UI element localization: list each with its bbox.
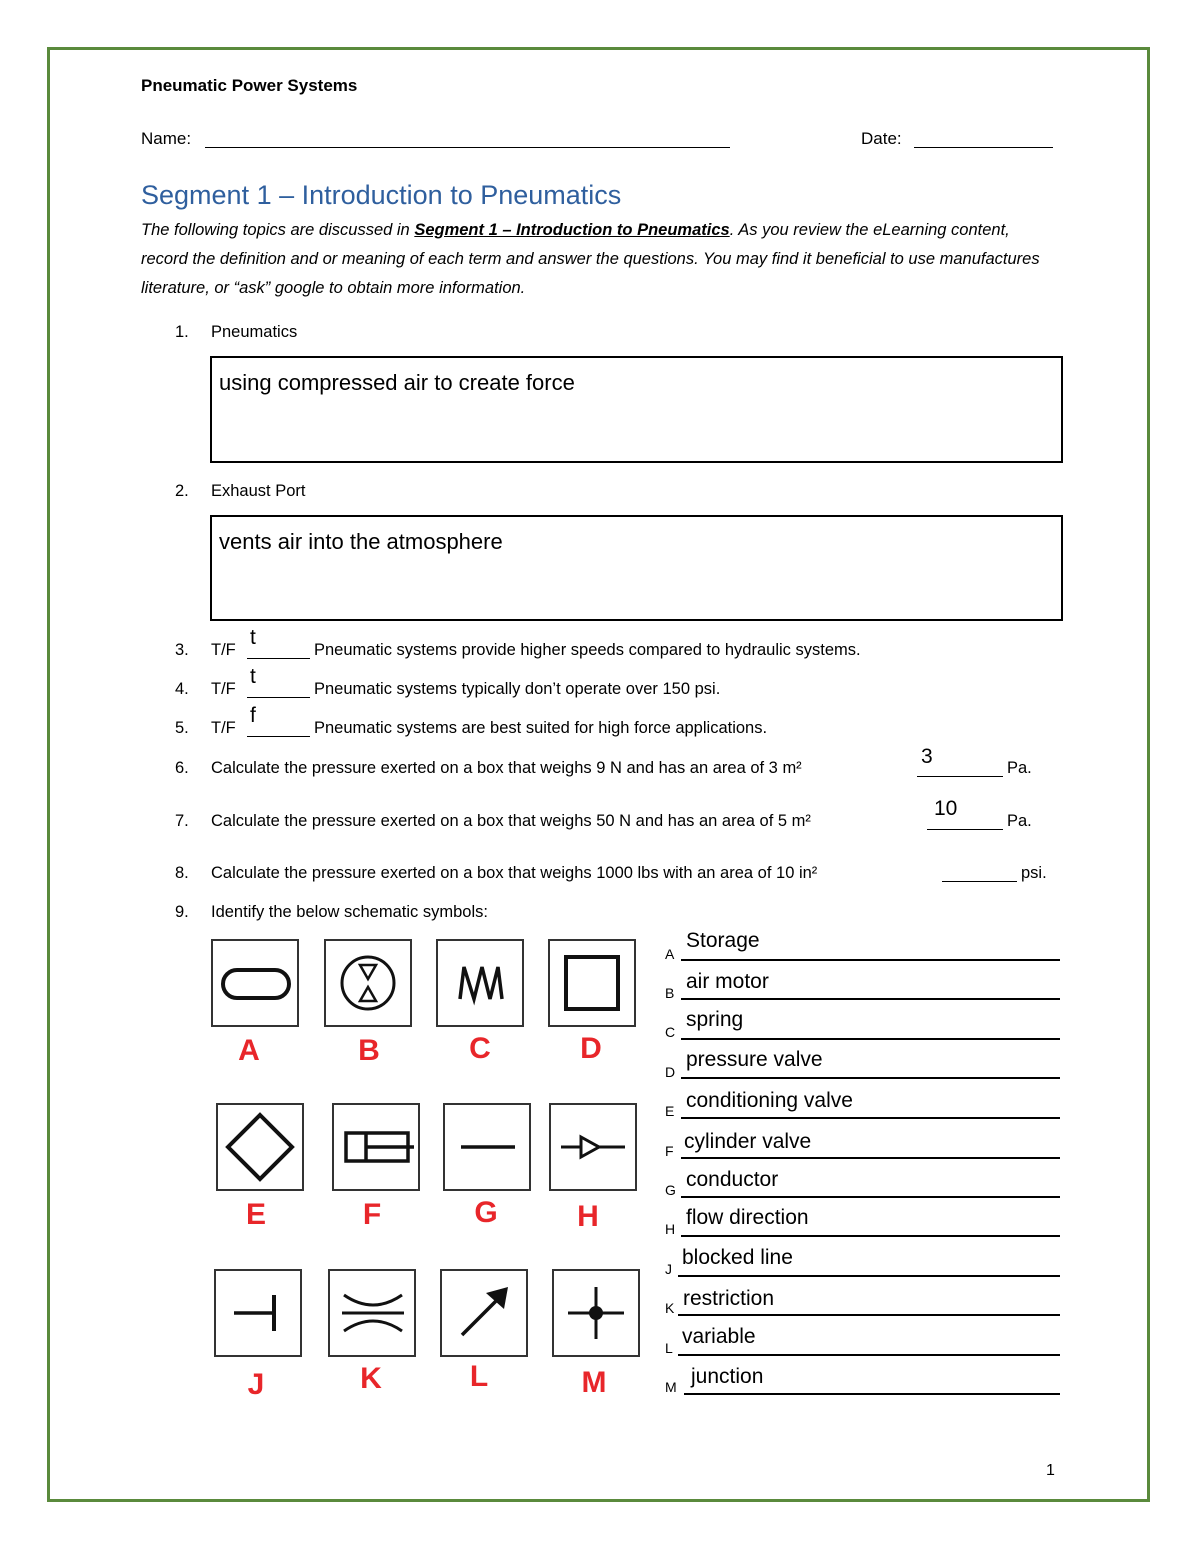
- q6-unit: Pa.: [1007, 759, 1032, 777]
- spring-symbol-icon: [438, 941, 522, 1025]
- q1-answer-box[interactable]: [210, 356, 1063, 463]
- row-line-a[interactable]: [681, 959, 1060, 961]
- symbol-label-l: L: [469, 1360, 489, 1393]
- row-answer-l: variable: [682, 1325, 756, 1348]
- flow-direction-symbol-icon: [551, 1105, 635, 1189]
- row-line-f[interactable]: [681, 1157, 1060, 1159]
- q2-answer-box[interactable]: [210, 515, 1063, 621]
- q1-answer: using compressed air to create force: [219, 370, 575, 395]
- q8-unit: psi.: [1021, 864, 1047, 882]
- row-letter-g: G: [665, 1182, 676, 1198]
- intro-part2: . As you review the eLearning content, record the definition and or meaning of each term and answer the questions. You may find it beneficial to use manufactures literature, or “ask” google to obtain more information.: [141, 221, 1040, 297]
- symbol-blocked-line: [214, 1269, 302, 1357]
- symbol-label-m: M: [581, 1366, 607, 1399]
- q3-answer: t: [250, 626, 256, 649]
- q9-number: 9.: [175, 903, 189, 921]
- symbol-label-h: H: [577, 1200, 599, 1233]
- row-line-g[interactable]: [681, 1196, 1060, 1198]
- q5-blank[interactable]: [247, 721, 310, 737]
- row-letter-d: D: [665, 1064, 676, 1080]
- intro-part1: The following topics are discussed in: [141, 221, 415, 239]
- row-line-h[interactable]: [681, 1235, 1060, 1237]
- q4-answer: t: [250, 665, 256, 688]
- cylinder-symbol-icon: [334, 1105, 418, 1189]
- symbol-label-g: G: [474, 1196, 498, 1229]
- row-line-e[interactable]: [681, 1117, 1060, 1119]
- row-answer-a: Storage: [686, 929, 760, 952]
- q7-answer: 10: [934, 797, 958, 820]
- row-letter-h: H: [665, 1221, 676, 1237]
- row-answer-f: cylinder valve: [684, 1130, 812, 1153]
- q8-text: Calculate the pressure exerted on a box that weighs 1000 lbs with an area of 10 in²: [211, 864, 818, 882]
- row-letter-c: C: [665, 1024, 676, 1040]
- q7-unit: Pa.: [1007, 812, 1032, 830]
- q5-text: Pneumatic systems are best suited for high force applications.: [314, 719, 768, 737]
- q2-answer: vents air into the atmosphere: [219, 529, 503, 554]
- symbol-label-b: B: [358, 1034, 380, 1067]
- row-letter-a: A: [665, 946, 675, 962]
- symbol-spring: [436, 939, 524, 1027]
- q4-text: Pneumatic systems typically don’t operate over 150 psi.: [314, 680, 721, 698]
- q7-text: Calculate the pressure exerted on a box that weighs 50 N and has an area of 5 m²: [211, 812, 811, 830]
- symbol-label-c: C: [469, 1032, 491, 1065]
- q2-number: 2.: [175, 482, 189, 500]
- q3-blank[interactable]: [247, 643, 310, 659]
- row-answer-b: air motor: [686, 970, 769, 993]
- row-answer-k: restriction: [683, 1287, 775, 1310]
- q4-prefix: T/F: [211, 680, 236, 698]
- q1-number: 1.: [175, 323, 189, 341]
- symbol-conditioning: [216, 1103, 304, 1191]
- pressure-valve-symbol-icon: [550, 941, 634, 1025]
- symbol-air-motor: [324, 939, 412, 1027]
- symbol-storage: [211, 939, 299, 1027]
- row-letter-l: L: [665, 1340, 673, 1356]
- q2-term: Exhaust Port: [211, 482, 306, 500]
- row-line-j[interactable]: [678, 1275, 1060, 1277]
- row-letter-m: M: [665, 1379, 677, 1395]
- row-line-l[interactable]: [678, 1354, 1060, 1356]
- row-letter-j: J: [665, 1261, 672, 1277]
- name-label: Name:: [141, 129, 192, 148]
- row-line-b[interactable]: [681, 998, 1060, 1000]
- symbol-pressure-valve: [548, 939, 636, 1027]
- row-answer-c: spring: [686, 1008, 744, 1031]
- row-answer-m: junction: [691, 1365, 764, 1388]
- symbol-junction: [552, 1269, 640, 1357]
- row-letter-b: B: [665, 985, 675, 1001]
- symbol-restriction: [328, 1269, 416, 1357]
- q6-answer: 3: [921, 745, 933, 768]
- q7-number: 7.: [175, 812, 189, 830]
- row-answer-g: conductor: [686, 1168, 779, 1191]
- air-motor-symbol-icon: [326, 941, 410, 1025]
- storage-symbol-icon: [213, 941, 297, 1025]
- row-line-m[interactable]: [684, 1393, 1060, 1395]
- q9-text: Identify the below schematic symbols:: [211, 903, 488, 921]
- q5-prefix: T/F: [211, 719, 236, 737]
- symbol-label-k: K: [360, 1362, 382, 1395]
- symbol-label-f: F: [362, 1198, 382, 1231]
- row-answer-h: flow direction: [686, 1206, 809, 1229]
- q1-term: Pneumatics: [211, 323, 298, 341]
- blocked-line-symbol-icon: [216, 1271, 300, 1355]
- row-line-d[interactable]: [681, 1077, 1060, 1079]
- intro-paragraph: [141, 216, 1061, 303]
- row-answer-e: conditioning valve: [686, 1089, 853, 1112]
- page-number: 1: [1046, 1462, 1055, 1479]
- symbol-label-a: A: [238, 1034, 260, 1067]
- junction-symbol-icon: [554, 1271, 638, 1355]
- row-line-c[interactable]: [681, 1038, 1060, 1040]
- q6-number: 6.: [175, 759, 189, 777]
- q6-text: Calculate the pressure exerted on a box that weighs 9 N and has an area of 3 m²: [211, 759, 802, 777]
- symbol-flow-direction: [549, 1103, 637, 1191]
- row-letter-k: K: [665, 1300, 675, 1316]
- q8-number: 8.: [175, 864, 189, 882]
- q4-number: 4.: [175, 680, 189, 698]
- conductor-symbol-icon: [445, 1105, 529, 1189]
- symbol-label-e: E: [245, 1198, 266, 1231]
- q3-text: Pneumatic systems provide higher speeds compared to hydraulic systems.: [314, 641, 861, 659]
- q5-answer: f: [250, 704, 256, 727]
- row-answer-d: pressure valve: [686, 1048, 823, 1071]
- symbol-label-d: D: [580, 1032, 602, 1065]
- symbol-cylinder: [332, 1103, 420, 1191]
- restriction-symbol-icon: [330, 1271, 414, 1355]
- q3-number: 3.: [175, 641, 189, 659]
- q4-blank[interactable]: [247, 682, 310, 698]
- q3-prefix: T/F: [211, 641, 236, 659]
- symbol-label-j: J: [247, 1368, 265, 1401]
- date-label: Date:: [861, 129, 902, 148]
- segment-title: Segment 1 – Introduction to Pneumatics: [141, 180, 622, 210]
- q8-blank[interactable]: [942, 866, 1017, 882]
- date-field[interactable]: [914, 132, 1053, 148]
- row-letter-e: E: [665, 1103, 675, 1119]
- course-title: Pneumatic Power Systems: [141, 76, 358, 95]
- row-line-k[interactable]: [678, 1314, 1060, 1316]
- symbol-conductor: [443, 1103, 531, 1191]
- row-answer-j: blocked line: [682, 1246, 793, 1269]
- row-letter-f: F: [665, 1143, 674, 1159]
- name-field[interactable]: [205, 132, 730, 148]
- variable-symbol-icon: [442, 1271, 526, 1355]
- q5-number: 5.: [175, 719, 189, 737]
- intro-reference: Segment 1 – Introduction to Pneumatics: [414, 221, 730, 239]
- symbol-variable: [440, 1269, 528, 1357]
- conditioning-symbol-icon: [218, 1105, 302, 1189]
